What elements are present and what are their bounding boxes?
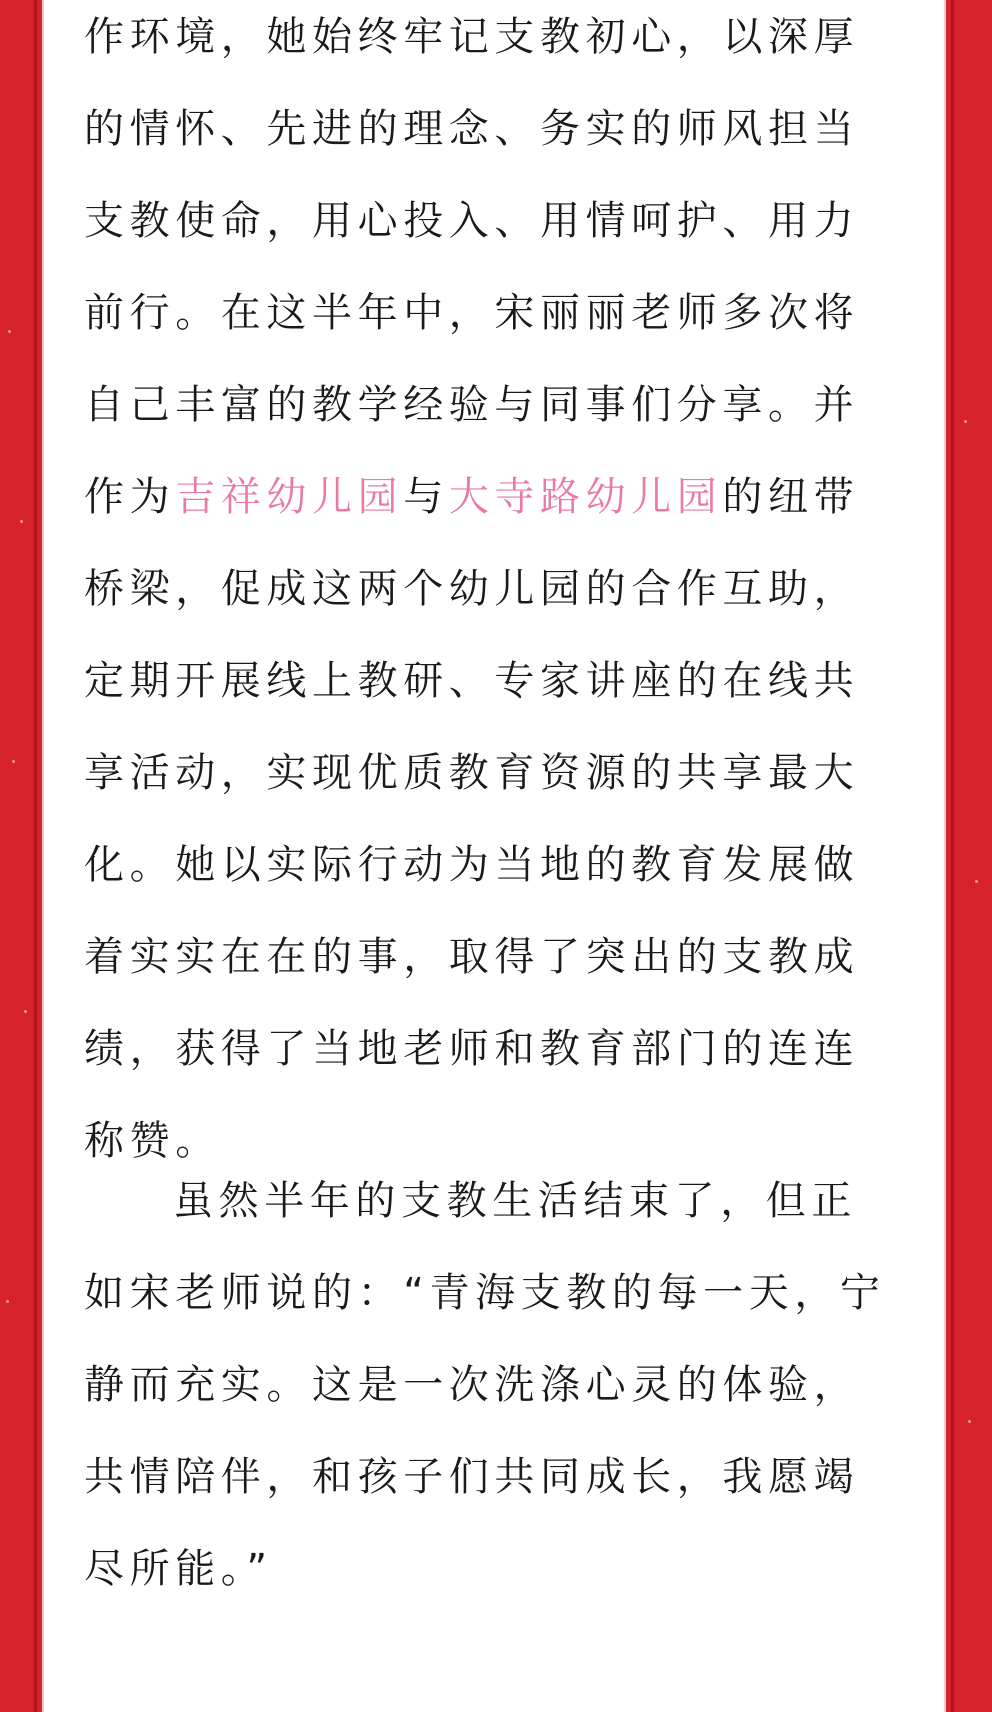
- text-line: 支教使命，用心投入、用情呵护、用力: [84, 198, 860, 244]
- text-line-with-highlights: [84, 451, 860, 543]
- sparkle-decoration: [12, 760, 15, 763]
- sparkle-decoration: [20, 520, 23, 523]
- text-line: 自己丰富的教学经验与同事们分享。并: [84, 382, 860, 428]
- sparkle-decoration: [6, 1300, 9, 1303]
- text-line: 前行。在这半年中，宋丽丽老师多次将: [84, 290, 860, 336]
- article-paragraph-1: [84, 0, 860, 1187]
- text-line: 的情怀、先进的理念、务实的师风担当: [84, 106, 860, 152]
- text-line: 定期开展线上教研、专家讲座的在线共: [84, 658, 860, 704]
- sparkle-decoration: [8, 330, 11, 333]
- frame-rule-right: [951, 0, 954, 1712]
- frame-rule-left: [34, 0, 37, 1712]
- text-line: 化。她以实际行动为当地的教育发展做: [84, 842, 860, 888]
- text-line: 称赞。: [84, 1118, 221, 1164]
- text-segment: 作为: [84, 474, 176, 520]
- text-line: 桥梁，促成这两个幼儿园的合作互助，: [84, 566, 860, 612]
- sparkle-decoration: [968, 1420, 971, 1423]
- text-segment: 与: [403, 474, 449, 520]
- text-line: 如宋老师说的：“青海支教的每一天，宁: [84, 1270, 886, 1316]
- sparkle-decoration: [975, 880, 978, 883]
- text-line: 享活动，实现优质教育资源的共享最大: [84, 750, 860, 796]
- text-line: 绩，获得了当地老师和教育部门的连连: [84, 1026, 860, 1072]
- highlight-dasilu-kindergarten: 大寺路幼儿园: [448, 474, 723, 520]
- highlight-jixiang-kindergarten: 吉祥幼儿园: [175, 474, 404, 520]
- text-line: 着实实在在的事，取得了突出的支教成: [84, 934, 860, 980]
- sparkle-decoration: [964, 420, 967, 423]
- article-paragraph-2: [84, 1155, 886, 1615]
- text-line-indented: 虽然半年的支教生活结束了，但正: [173, 1178, 857, 1224]
- text-segment: 的纽带: [722, 474, 860, 520]
- text-line: 静而充实。这是一次洗涤心灵的体验，: [84, 1362, 860, 1408]
- text-line: 共情陪伴，和孩子们共同成长，我愿竭: [84, 1454, 860, 1500]
- text-line: 作环境，她始终牢记支教初心，以深厚: [84, 14, 860, 60]
- content-paper: [42, 0, 946, 1712]
- sparkle-decoration: [24, 1010, 27, 1013]
- text-line: 尽所能。”: [84, 1546, 273, 1592]
